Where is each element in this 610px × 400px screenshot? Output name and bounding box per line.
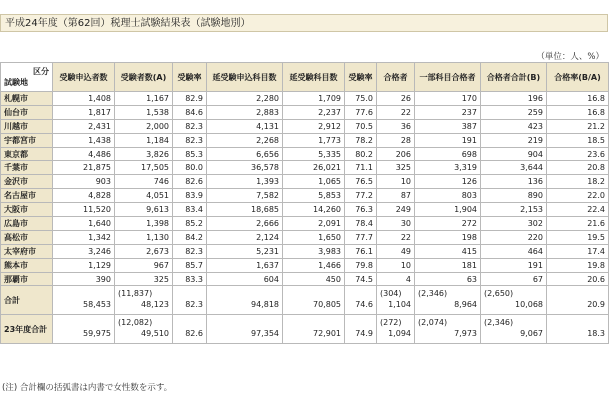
table-cell xyxy=(377,315,415,344)
table-row xyxy=(1,244,609,258)
row-label: 仙台市 xyxy=(1,105,53,119)
table-cell: 22 xyxy=(377,105,415,119)
table-cell: 67 xyxy=(481,272,547,286)
table-cell: 2,280 xyxy=(207,92,283,106)
table-cell: 325 xyxy=(377,161,415,175)
table-cell xyxy=(53,286,115,315)
row-label: 川越市 xyxy=(1,119,53,133)
female-count xyxy=(176,288,179,299)
row-label: 熊本市 xyxy=(1,258,53,272)
table-cell: 126 xyxy=(415,175,481,189)
row-label: 広島市 xyxy=(1,217,53,231)
table-cell: 85.7 xyxy=(173,258,207,272)
table-cell: 85.3 xyxy=(173,147,207,161)
total-value: 82.3 xyxy=(185,300,203,310)
table-row xyxy=(1,133,609,147)
table-cell: 21,875 xyxy=(53,161,115,175)
cell-stack xyxy=(484,288,543,310)
cell-stack xyxy=(56,317,111,339)
female-count xyxy=(348,317,351,328)
table-cell: 76.1 xyxy=(345,244,377,258)
total-value: 70,805 xyxy=(313,300,341,310)
female-count xyxy=(210,317,213,328)
cell-stack xyxy=(210,288,279,310)
results-table xyxy=(0,62,609,344)
female-count xyxy=(210,288,213,299)
table-row xyxy=(1,161,609,175)
table-cell: 4,051 xyxy=(115,189,173,203)
table-cell: 1,342 xyxy=(53,230,115,244)
table-cell: 4,828 xyxy=(53,189,115,203)
table-cell: 302 xyxy=(481,217,547,231)
table-cell: 18.2 xyxy=(547,175,609,189)
table-cell: 1,065 xyxy=(283,175,345,189)
cell-stack xyxy=(56,288,111,310)
table-cell: 82.3 xyxy=(173,133,207,147)
cell-stack xyxy=(418,317,477,339)
female-count: (2,346) xyxy=(418,289,448,299)
table-cell: 1,538 xyxy=(115,105,173,119)
table-cell: 10 xyxy=(377,175,415,189)
table-cell: 2,431 xyxy=(53,119,115,133)
female-count xyxy=(286,288,289,299)
table-cell: 49 xyxy=(377,244,415,258)
table-cell: 79.8 xyxy=(345,258,377,272)
region-header xyxy=(1,63,53,92)
table-cell: 80.2 xyxy=(345,147,377,161)
table-cell xyxy=(547,315,609,344)
table-cell: 17.4 xyxy=(547,244,609,258)
table-cell xyxy=(207,286,283,315)
table-cell: 82.6 xyxy=(173,175,207,189)
cell-stack xyxy=(286,288,341,310)
table-row xyxy=(1,105,609,119)
total-value: 18.3 xyxy=(587,329,605,339)
female-count xyxy=(348,288,351,299)
table-cell: 191 xyxy=(415,133,481,147)
table-cell: 17,505 xyxy=(115,161,173,175)
cell-stack xyxy=(418,288,477,310)
cell-stack xyxy=(348,288,373,310)
table-cell xyxy=(283,286,345,315)
table-cell: 6,656 xyxy=(207,147,283,161)
table-cell: 77.6 xyxy=(345,105,377,119)
table-cell: 76.3 xyxy=(345,203,377,217)
row-label: 名古屋市 xyxy=(1,189,53,203)
table-cell: 78.2 xyxy=(345,133,377,147)
table-cell: 206 xyxy=(377,147,415,161)
col-header: 受験申込者数 xyxy=(53,63,115,92)
table-row xyxy=(1,258,609,272)
table-cell: 904 xyxy=(481,147,547,161)
table-cell: 1,184 xyxy=(115,133,173,147)
table-cell: 464 xyxy=(481,244,547,258)
table-cell: 2,124 xyxy=(207,230,283,244)
col-header: 受験率 xyxy=(173,63,207,92)
table-cell: 3,246 xyxy=(53,244,115,258)
table-cell: 2,000 xyxy=(115,119,173,133)
table-cell xyxy=(173,315,207,344)
table-cell xyxy=(53,315,115,344)
table-cell: 78.4 xyxy=(345,217,377,231)
page-title: 平成24年度（第62回）税理士試験結果表（試験地別） xyxy=(0,14,608,32)
total-value: 7,973 xyxy=(454,329,477,339)
cell-stack xyxy=(380,317,411,339)
table-cell: 2,237 xyxy=(283,105,345,119)
table-cell: 1,466 xyxy=(283,258,345,272)
table-cell: 191 xyxy=(481,258,547,272)
row-label: 23年度合計 xyxy=(1,315,53,344)
table-cell: 170 xyxy=(415,92,481,106)
table-cell: 4 xyxy=(377,272,415,286)
table-cell: 82.3 xyxy=(173,119,207,133)
table-row xyxy=(1,272,609,286)
table-cell xyxy=(377,286,415,315)
table-cell: 74.5 xyxy=(345,272,377,286)
table-cell: 1,640 xyxy=(53,217,115,231)
female-count: (11,837) xyxy=(118,289,153,299)
row-label: 札幌市 xyxy=(1,92,53,106)
table-cell: 83.4 xyxy=(173,203,207,217)
col-header: 延受験申込科目数 xyxy=(207,63,283,92)
total-value: 9,067 xyxy=(520,329,543,339)
female-count: (2,074) xyxy=(418,318,448,328)
table-cell xyxy=(345,315,377,344)
table-cell xyxy=(345,286,377,315)
table-cell: 2,153 xyxy=(481,203,547,217)
table-body xyxy=(1,92,609,344)
female-count: (12,082) xyxy=(118,318,153,328)
table-row xyxy=(1,189,609,203)
table-cell: 803 xyxy=(415,189,481,203)
table-cell: 3,644 xyxy=(481,161,547,175)
table-cell: 325 xyxy=(115,272,173,286)
total-value: 74.9 xyxy=(355,329,373,339)
cell-stack xyxy=(484,317,543,339)
female-count xyxy=(286,317,289,328)
table-cell: 1,817 xyxy=(53,105,115,119)
table-cell: 20.6 xyxy=(547,272,609,286)
table-cell: 63 xyxy=(415,272,481,286)
table-cell: 87 xyxy=(377,189,415,203)
table-cell xyxy=(115,286,173,315)
total-value: 20.9 xyxy=(587,300,605,310)
table-cell: 1,393 xyxy=(207,175,283,189)
table-cell: 903 xyxy=(53,175,115,189)
table-row xyxy=(1,175,609,189)
table-row xyxy=(1,119,609,133)
table-cell: 26,021 xyxy=(283,161,345,175)
table-cell: 18.5 xyxy=(547,133,609,147)
cell-stack xyxy=(176,288,203,310)
total-value: 8,964 xyxy=(454,300,477,310)
table-row xyxy=(1,147,609,161)
cell-stack xyxy=(210,317,279,339)
total-value: 72,901 xyxy=(313,329,341,339)
table-cell: 2,912 xyxy=(283,119,345,133)
col-header: 一部科目合格者 xyxy=(415,63,481,92)
table-cell: 746 xyxy=(115,175,173,189)
table-cell: 259 xyxy=(481,105,547,119)
cell-stack xyxy=(380,288,411,310)
col-header: 合格率(B/A) xyxy=(547,63,609,92)
col-header: 受験者数(A) xyxy=(115,63,173,92)
table-cell xyxy=(207,315,283,344)
female-count: (272) xyxy=(380,318,402,328)
row-label: 東京都 xyxy=(1,147,53,161)
table-cell: 22.4 xyxy=(547,203,609,217)
table-cell: 22 xyxy=(377,230,415,244)
table-cell: 4,486 xyxy=(53,147,115,161)
table-cell: 1,904 xyxy=(415,203,481,217)
table-cell: 77.7 xyxy=(345,230,377,244)
row-label: 合計 xyxy=(1,286,53,315)
col-header: 合格者 xyxy=(377,63,415,92)
table-cell: 3,826 xyxy=(115,147,173,161)
table-cell: 387 xyxy=(415,119,481,133)
table-cell: 84.2 xyxy=(173,230,207,244)
table-cell: 890 xyxy=(481,189,547,203)
table-cell: 2,673 xyxy=(115,244,173,258)
unit-label: （単位：人、%） xyxy=(536,52,604,62)
table-row xyxy=(1,203,609,217)
table-cell: 20.8 xyxy=(547,161,609,175)
table-cell: 423 xyxy=(481,119,547,133)
table-cell: 3,319 xyxy=(415,161,481,175)
table-cell: 181 xyxy=(415,258,481,272)
table-cell: 450 xyxy=(283,272,345,286)
row-label: 那覇市 xyxy=(1,272,53,286)
region-header-line2: 試験地 xyxy=(4,78,28,87)
table-cell: 71.1 xyxy=(345,161,377,175)
cell-stack xyxy=(118,288,169,310)
table-cell: 19.8 xyxy=(547,258,609,272)
female-count: (2,346) xyxy=(484,318,514,328)
table-cell: 220 xyxy=(481,230,547,244)
table-cell: 83.3 xyxy=(173,272,207,286)
table-cell: 2,091 xyxy=(283,217,345,231)
table-cell: 698 xyxy=(415,147,481,161)
table-cell: 5,853 xyxy=(283,189,345,203)
total-value: 94,818 xyxy=(251,300,279,310)
cell-stack xyxy=(348,317,373,339)
row-label: 千葉市 xyxy=(1,161,53,175)
table-cell: 272 xyxy=(415,217,481,231)
total-value: 74.6 xyxy=(355,300,373,310)
col-header: 延受験科目数 xyxy=(283,63,345,92)
table-cell: 237 xyxy=(415,105,481,119)
table-cell: 22.0 xyxy=(547,189,609,203)
table-cell: 967 xyxy=(115,258,173,272)
table-cell: 415 xyxy=(415,244,481,258)
table-cell: 26 xyxy=(377,92,415,106)
table-cell xyxy=(481,315,547,344)
table-cell: 4,131 xyxy=(207,119,283,133)
table-cell: 84.6 xyxy=(173,105,207,119)
female-count xyxy=(176,317,179,328)
table-row xyxy=(1,217,609,231)
table-cell: 16.8 xyxy=(547,92,609,106)
table-cell: 18,685 xyxy=(207,203,283,217)
table-cell: 28 xyxy=(377,133,415,147)
table-cell: 198 xyxy=(415,230,481,244)
table-cell: 604 xyxy=(207,272,283,286)
total-value: 59,975 xyxy=(83,329,111,339)
prev-year-total-row xyxy=(1,315,609,344)
table-cell: 82.3 xyxy=(173,244,207,258)
table-cell: 2,268 xyxy=(207,133,283,147)
row-label: 宇都宮市 xyxy=(1,133,53,147)
footnote: (注) 合計欄の括弧書は内書で女性数を示す。 xyxy=(2,383,173,393)
female-count xyxy=(550,288,553,299)
total-value: 82.6 xyxy=(185,329,203,339)
table-cell: 390 xyxy=(53,272,115,286)
total-row xyxy=(1,286,609,315)
table-row xyxy=(1,92,609,106)
female-count: (2,650) xyxy=(484,289,514,299)
table-cell: 36,578 xyxy=(207,161,283,175)
table-cell xyxy=(173,286,207,315)
table-cell: 136 xyxy=(481,175,547,189)
table-cell: 23.6 xyxy=(547,147,609,161)
total-value: 1,104 xyxy=(388,300,411,310)
table-cell: 80.0 xyxy=(173,161,207,175)
table-cell: 2,666 xyxy=(207,217,283,231)
cell-stack xyxy=(118,317,169,339)
table-cell: 10 xyxy=(377,258,415,272)
table-cell: 3,983 xyxy=(283,244,345,258)
table-cell xyxy=(481,286,547,315)
table-cell: 9,613 xyxy=(115,203,173,217)
female-count: (304) xyxy=(380,289,402,299)
table-cell: 36 xyxy=(377,119,415,133)
table-cell xyxy=(283,315,345,344)
table-cell: 77.2 xyxy=(345,189,377,203)
header-row xyxy=(1,63,609,92)
table-cell: 19.5 xyxy=(547,230,609,244)
table-cell xyxy=(415,315,481,344)
table-cell: 1,438 xyxy=(53,133,115,147)
table-cell: 7,582 xyxy=(207,189,283,203)
cell-stack xyxy=(286,317,341,339)
table-cell: 196 xyxy=(481,92,547,106)
table-cell: 75.0 xyxy=(345,92,377,106)
row-label: 高松市 xyxy=(1,230,53,244)
table-cell: 70.5 xyxy=(345,119,377,133)
table-cell: 219 xyxy=(481,133,547,147)
table-cell: 1,130 xyxy=(115,230,173,244)
col-header: 合格者合計(B) xyxy=(481,63,547,92)
table-cell xyxy=(415,286,481,315)
total-value: 49,510 xyxy=(141,329,169,339)
row-label: 金沢市 xyxy=(1,175,53,189)
col-header: 受験率 xyxy=(345,63,377,92)
table-cell: 14,260 xyxy=(283,203,345,217)
table-cell: 249 xyxy=(377,203,415,217)
table-cell: 5,335 xyxy=(283,147,345,161)
table-cell xyxy=(547,286,609,315)
total-value: 58,453 xyxy=(83,300,111,310)
cell-stack xyxy=(176,317,203,339)
total-value: 48,123 xyxy=(141,300,169,310)
table-cell: 76.5 xyxy=(345,175,377,189)
table-cell: 11,520 xyxy=(53,203,115,217)
table-cell: 1,650 xyxy=(283,230,345,244)
total-value: 1,094 xyxy=(388,329,411,339)
table-cell: 1,773 xyxy=(283,133,345,147)
table-cell xyxy=(115,315,173,344)
table-cell: 1,709 xyxy=(283,92,345,106)
table-cell: 1,637 xyxy=(207,258,283,272)
table-cell: 82.9 xyxy=(173,92,207,106)
table-cell: 85.2 xyxy=(173,217,207,231)
table-cell: 30 xyxy=(377,217,415,231)
table-cell: 21.6 xyxy=(547,217,609,231)
table-cell: 1,167 xyxy=(115,92,173,106)
total-value: 10,068 xyxy=(515,300,543,310)
table-cell: 16.8 xyxy=(547,105,609,119)
cell-stack xyxy=(550,317,605,339)
female-count xyxy=(56,288,59,299)
cell-stack xyxy=(550,288,605,310)
table-cell: 83.9 xyxy=(173,189,207,203)
table-cell: 1,129 xyxy=(53,258,115,272)
female-count xyxy=(56,317,59,328)
table-cell: 1,398 xyxy=(115,217,173,231)
table-cell: 5,231 xyxy=(207,244,283,258)
female-count xyxy=(550,317,553,328)
region-header-line1: 区分 xyxy=(33,67,49,76)
row-label: 大阪市 xyxy=(1,203,53,217)
table-cell: 21.2 xyxy=(547,119,609,133)
table-cell: 2,883 xyxy=(207,105,283,119)
row-label: 太宰府市 xyxy=(1,244,53,258)
total-value: 97,354 xyxy=(251,329,279,339)
table-cell: 1,408 xyxy=(53,92,115,106)
table-row xyxy=(1,230,609,244)
